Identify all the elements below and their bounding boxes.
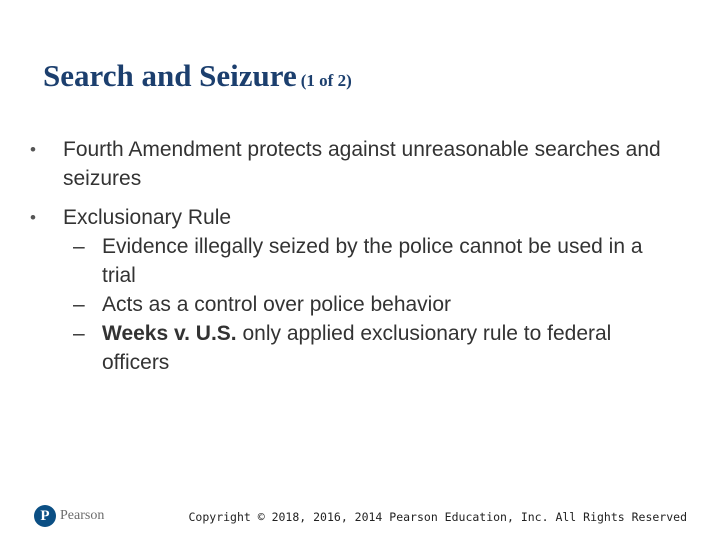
sub-bullet-item: [30, 319, 680, 377]
dash-icon: –: [73, 322, 85, 345]
bullet-item: [30, 135, 680, 193]
bullet-text: Fourth Amendment protects against unreasonable searches and seizures: [63, 138, 661, 190]
sub-bullet-item: [30, 290, 680, 319]
bullet-item: [30, 203, 680, 232]
sub-bullet-item: [30, 232, 680, 290]
pearson-logo-icon: P: [34, 505, 56, 527]
bullet-icon: •: [30, 208, 36, 227]
sub-bullet-text: Evidence illegally seized by the police cannot be used in a trial: [102, 235, 643, 287]
title-main: Search and Seizure: [43, 58, 297, 93]
copyright-notice: Copyright © 2018, 2016, 2014 Pearson Education, Inc. All Rights Reserved: [188, 510, 687, 524]
dash-icon: –: [73, 293, 85, 316]
slide-title: [43, 56, 352, 101]
bullet-list: [30, 135, 680, 377]
bullet-icon: •: [30, 140, 36, 159]
sub-bullet-text: Acts as a control over police behavior: [102, 293, 452, 316]
title-subtitle: (1 of 2): [300, 71, 352, 90]
case-name: Weeks v. U.S.: [102, 322, 237, 345]
sub-bullet-text: only applied exclusionary rule to federal officers: [102, 322, 612, 374]
pearson-logo: [34, 505, 104, 527]
pearson-logo-text: Pearson: [60, 508, 105, 523]
footer: [0, 500, 720, 534]
bullet-text: Exclusionary Rule: [63, 206, 232, 229]
dash-icon: –: [73, 235, 85, 258]
